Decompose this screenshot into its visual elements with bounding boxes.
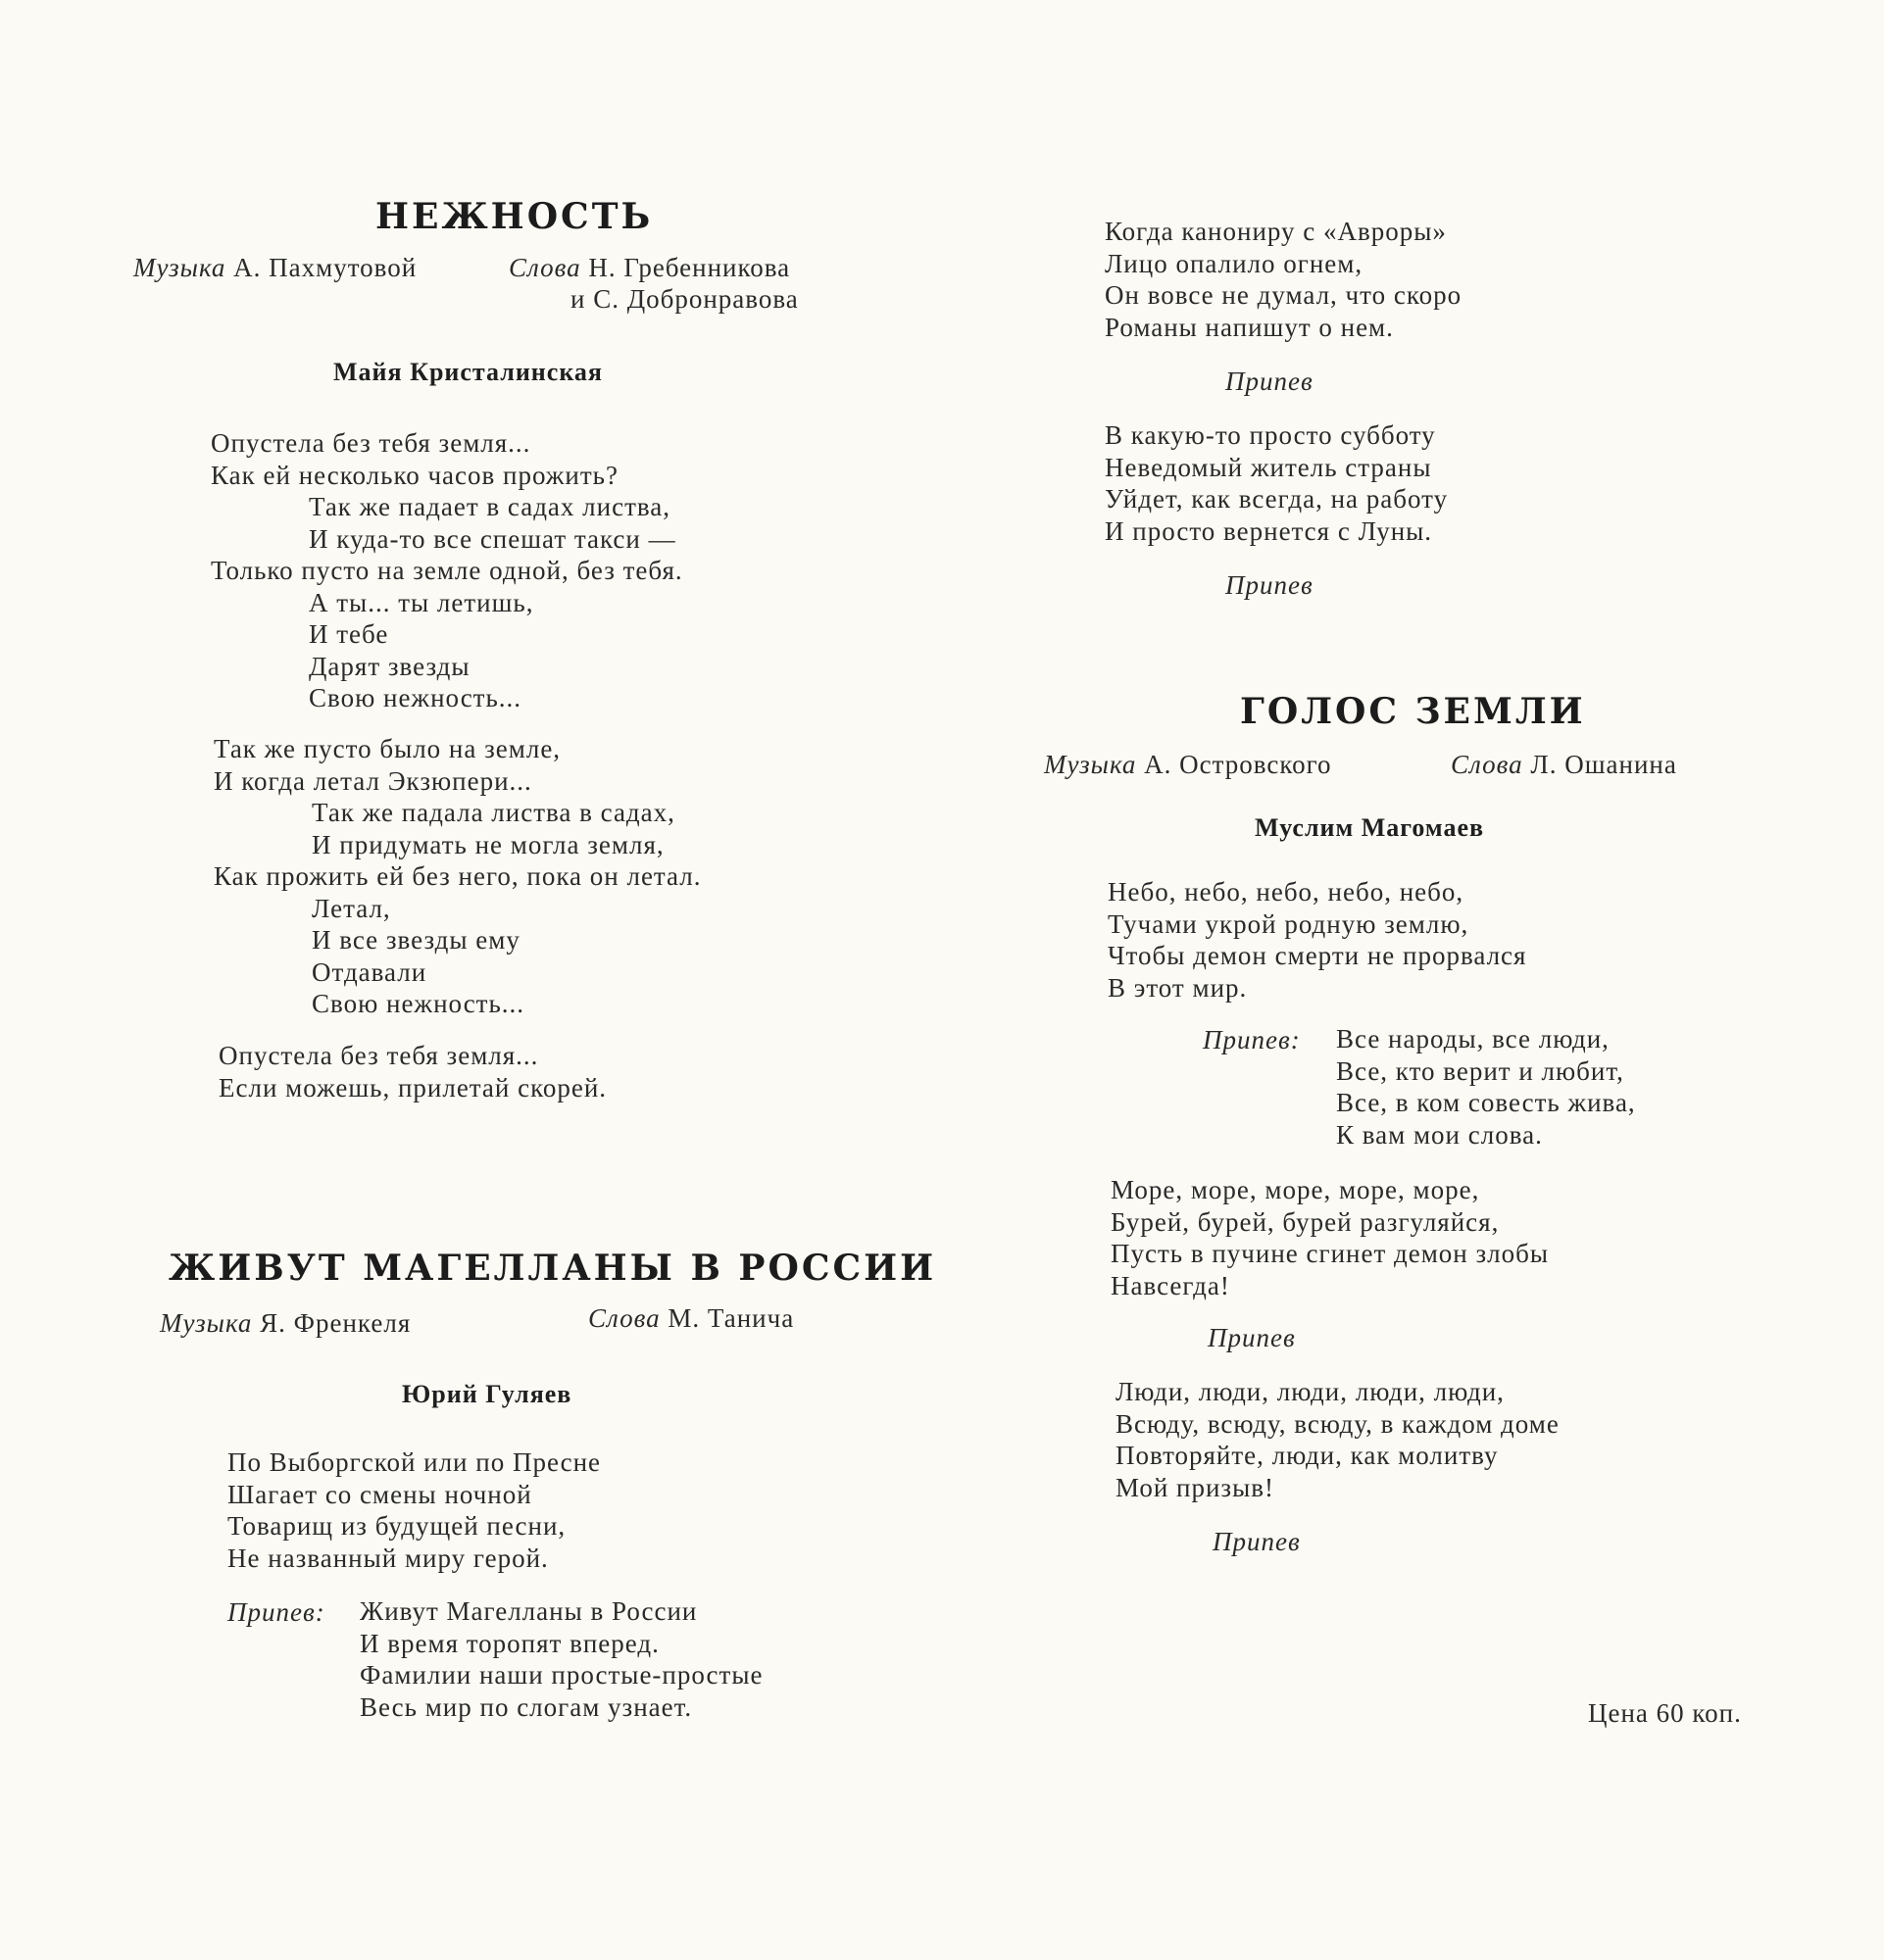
song3-stanza-2 (1111, 1174, 1549, 1301)
song3-singer: Муслим Магомаев (1255, 813, 1485, 842)
lyric-line: Дарят звезды (309, 651, 471, 681)
lyric-line: Так же падает в садах листва, (309, 492, 670, 521)
song1-title: НЕЖНОСТЬ (375, 196, 654, 237)
song3-stanza-1 (1108, 876, 1526, 1004)
lyric-line: Свою нежность... (309, 683, 522, 712)
lyric-line: Шагает со смены ночной (227, 1479, 532, 1509)
lyric-line: Всюду, всюду, всюду, в каждом доме (1116, 1408, 1560, 1439)
lyric-line: Тучами укрой родную землю, (1108, 908, 1469, 939)
song1-stanza-1 (211, 427, 683, 714)
lyric-line: В какую-то просто субботу (1105, 420, 1436, 450)
song3-words-author: Л. Ошанина (1530, 750, 1677, 779)
lyric-line: Все, кто верит и любит, (1336, 1055, 1624, 1086)
song3-refrain (1336, 1023, 1636, 1151)
song1-words-author-1: Н. Гребенникова (588, 253, 791, 282)
lyric-line: Так же пусто было на земле, (214, 734, 562, 763)
lyric-line: И куда-то все спешат такси — (309, 523, 676, 554)
lyric-line: Он вовсе не думал, что скоро (1105, 280, 1463, 310)
song3-title: ГОЛОС ЗЕМЛИ (1240, 691, 1586, 732)
song1-words-author-2: и С. Добронравова (570, 284, 799, 314)
lyric-line: Все, в ком совесть жива, (1336, 1088, 1636, 1117)
price-label: Цена 60 коп. (1588, 1698, 1742, 1728)
song3-music-credit (1044, 750, 1332, 780)
song1-stanza-3 (219, 1040, 607, 1103)
song2-stanza-1 (227, 1446, 601, 1574)
song2-music-credit (160, 1308, 411, 1339)
lyric-line: Фамилии наши простые-простые (360, 1660, 764, 1690)
song1-words-credit (509, 253, 790, 283)
lyric-line: Люди, люди, люди, люди, люди, (1116, 1377, 1505, 1406)
lyric-line: Если можешь, прилетай скорей. (219, 1072, 608, 1102)
lyric-line: Живут Магелланы в России (360, 1596, 698, 1626)
lyric-line: Товарищ из будущей песни, (227, 1511, 567, 1541)
lyric-line: И тебе (309, 619, 389, 649)
lyric-line: Так же падала листва в садах, (312, 798, 675, 827)
lyric-line: Свою нежность... (312, 989, 525, 1018)
lyric-line: Неведомый житель страны (1105, 452, 1432, 482)
song2-words-label: Слова (588, 1303, 661, 1333)
lyric-line: И придумать не могла земля, (312, 829, 665, 859)
song2-music-label: Музыка (160, 1308, 253, 1338)
song2-words-credit (588, 1303, 794, 1334)
lyric-line: Пусть в пучине сгинет демон злобы (1111, 1239, 1550, 1268)
lyric-line: Море, море, море, море, море, (1111, 1175, 1480, 1204)
lyric-line: Не названный миру герой. (227, 1543, 549, 1573)
song1-words-label: Слова (509, 253, 581, 282)
lyric-line: Только пусто на земле одной, без тебя. (211, 556, 683, 585)
song2-words-author: М. Танича (668, 1303, 795, 1333)
lyric-line: Бурей, бурей, бурей разгуляйся, (1111, 1206, 1500, 1237)
song1-stanza-2 (214, 733, 702, 1020)
song3-words-credit (1451, 750, 1677, 780)
lyric-line: Лицо опалило огнем, (1105, 248, 1363, 278)
song3-music-label: Музыка (1044, 750, 1137, 779)
song3-pripev-1: Припев (1208, 1323, 1296, 1352)
song1-music-label: Музыка (133, 253, 226, 282)
lyric-line: Опустела без тебя земля... (219, 1041, 539, 1070)
song1-singer: Майя Кристалинская (333, 358, 603, 386)
lyric-line: И просто вернется с Луны. (1105, 515, 1433, 546)
song2-refrain (360, 1595, 763, 1723)
lyric-line: Все народы, все люди, (1336, 1024, 1610, 1054)
song2-singer: Юрий Гуляев (402, 1380, 572, 1408)
lyric-line: Весь мир по слогам узнает. (360, 1691, 693, 1722)
song3-pripev-2: Припев (1213, 1527, 1301, 1556)
lyric-line: Романы напишут о нем. (1105, 312, 1394, 342)
lyric-line: Как ей несколько часов прожить? (211, 460, 619, 490)
lyric-line: По Выборгской или по Пресне (227, 1447, 602, 1477)
lyric-line: Мой призыв! (1116, 1472, 1274, 1502)
song2-stanza-3 (1105, 419, 1448, 547)
song2-refrain-label: Припев: (227, 1597, 325, 1627)
song1-music-credit (133, 253, 417, 283)
song1-music-author: А. Пахмутовой (233, 253, 418, 282)
song3-words-label: Слова (1451, 750, 1523, 779)
song3-refrain-label: Припев: (1203, 1025, 1301, 1054)
lyric-line: К вам мои слова. (1336, 1119, 1543, 1150)
lyric-line: И когда летал Экзюпери... (214, 765, 532, 796)
lyric-line: Навсегда! (1111, 1270, 1230, 1300)
lyric-line: И время торопят вперед. (360, 1628, 660, 1658)
song2-pripev-1: Припев (1225, 367, 1314, 396)
lyric-line: Когда канониру с «Авроры» (1105, 217, 1447, 246)
song2-title: ЖИВУТ МАГЕЛЛАНЫ В РОССИИ (169, 1248, 937, 1289)
song2-stanza-2 (1105, 216, 1462, 343)
lyric-line: Как прожить ей без него, пока он летал. (214, 861, 702, 891)
lyric-line: Небо, небо, небо, небо, небо, (1108, 877, 1464, 906)
lyric-line: И все звезды ему (312, 925, 521, 955)
song3-stanza-3 (1116, 1376, 1560, 1503)
song2-pripev-2: Припев (1225, 570, 1314, 600)
lyric-line: Уйдет, как всегда, на работу (1105, 484, 1449, 514)
lyric-line: В этот мир. (1108, 972, 1248, 1003)
lyric-line: А ты... ты летишь, (309, 587, 534, 617)
lyric-line: Летал, (312, 893, 391, 923)
lyric-line: Опустела без тебя земля... (211, 428, 531, 458)
lyric-line: Отдавали (312, 956, 427, 987)
lyric-line: Повторяйте, люди, как молитву (1116, 1441, 1499, 1470)
lyric-line: Чтобы демон смерти не прорвался (1108, 941, 1527, 970)
song3-music-author: А. Островского (1144, 750, 1332, 779)
song2-music-author: Я. Френкеля (260, 1308, 412, 1338)
